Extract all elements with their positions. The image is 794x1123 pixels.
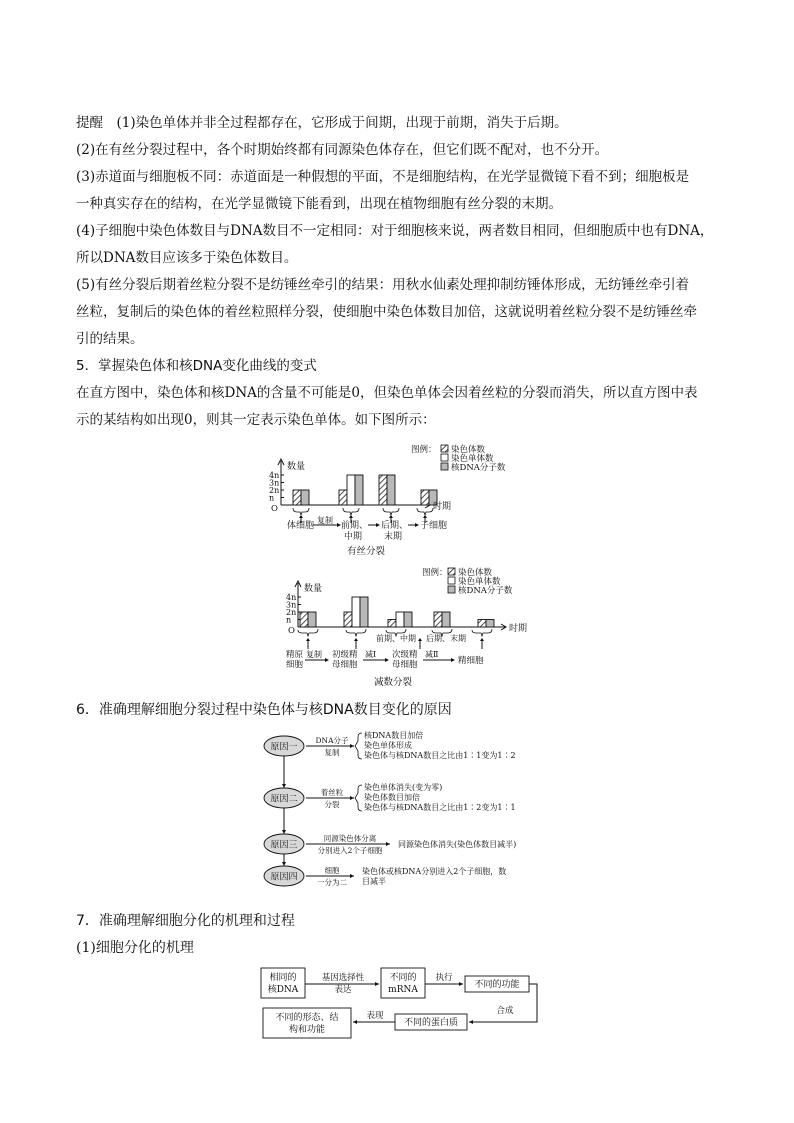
stage-label: 细胞 xyxy=(286,660,304,670)
section7-subheading: (1)细胞分化的机理 xyxy=(76,940,194,956)
flow-label: 基因选择性 xyxy=(321,973,365,983)
bar-0 xyxy=(421,490,429,505)
reason-arrow-top: 着丝粒 xyxy=(320,788,344,797)
flow-box-dna-text: 核DNA xyxy=(267,985,299,995)
legend-label: 核DNA分子数 xyxy=(458,586,513,596)
bar-2 xyxy=(301,490,309,505)
stage-label: 后期、 xyxy=(381,521,409,531)
section6-heading: 6．准确理解细胞分裂过程中染色体与核DNA数目变化的原因 xyxy=(76,702,452,718)
reason-result: 染色体与核DNA数目之比由1∶2变为1∶1 xyxy=(364,803,516,812)
reason-result: 染色体数目加倍 xyxy=(364,793,420,802)
y-tick-label: n xyxy=(286,615,292,625)
flow-arrowhead xyxy=(469,1020,473,1024)
legend-label: 染色单体数 xyxy=(458,577,501,587)
y-axis-label: 数量 xyxy=(287,462,306,472)
bar-0 xyxy=(293,490,301,505)
group-brace xyxy=(346,629,366,636)
legend-label: 染色体数 xyxy=(458,568,493,578)
flow-box-morphology-text: 构和功能 xyxy=(288,1025,326,1035)
flow-arrowhead xyxy=(375,982,379,986)
note-2: (2)在有丝分裂过程中，各个时期始终都有同源染色体存在，但它们既不配对，也不分开。 xyxy=(76,142,609,158)
group-brace xyxy=(293,508,309,515)
note-3a: (3)赤道面与细胞板不同：赤道面是一种假想的平面，不是细胞结构，在光学显微镜下看不到；细胞板是 xyxy=(76,169,690,185)
bar-2 xyxy=(360,597,368,627)
bar-0 xyxy=(478,620,486,628)
legend-label: 核DNA分子数 xyxy=(451,463,506,473)
reason-brace xyxy=(355,733,362,759)
note-5a: (5)有丝分裂后期着丝粒分裂不是纺锤丝牵引的结果：用秋水仙素处理抑制纺锤体形成，无纺锤丝牵引着 xyxy=(76,277,690,293)
bar-2 xyxy=(404,612,412,627)
section5-text-1: 在直方图中，染色体和核DNA的含量不可能是0，但染色单体会因着丝粒的分裂而消失，所以直方图中表 xyxy=(76,385,698,401)
note-1: 提醒 (1)染色单体并非全过程都存在，它形成于间期，出现于前期，消失于后期。 xyxy=(76,115,568,131)
y-tick-label: 2n xyxy=(269,486,280,495)
bar-0 xyxy=(339,490,347,505)
legend-label: 染色单体数 xyxy=(451,454,494,464)
y-axis-label: 数量 xyxy=(304,584,323,594)
reason-link-head xyxy=(282,830,286,834)
mitosis-chart xyxy=(255,438,535,560)
reason-arrowhead xyxy=(350,744,354,748)
reason-result: 染色体或核DNA分别进入2个子细胞，数 xyxy=(362,867,507,876)
stage-arrow-head xyxy=(389,515,393,518)
reason-result: 核DNA数目加倍 xyxy=(364,731,424,740)
legend-title: 图例： xyxy=(422,568,448,578)
flow-box-protein-text: 不同的蛋白质 xyxy=(403,1018,459,1028)
section5-text-2: 示的某结构如出现0，则其一定表示染色单体。如下图所示： xyxy=(76,412,436,428)
chart-caption: 减数分裂 xyxy=(374,677,413,688)
reason-result: 目减半 xyxy=(362,877,386,886)
legend-label: 染色体数 xyxy=(451,445,486,455)
stage-label: 精细胞 xyxy=(458,656,484,666)
note-4b: 所以DNA数目应该多于染色体数目。 xyxy=(76,250,298,266)
flow-label: 表现 xyxy=(366,1011,384,1021)
flow-arrow-label: 复制 xyxy=(306,650,322,659)
flow-arrow-label: 复制 xyxy=(317,516,333,525)
reason-arrowhead xyxy=(386,842,390,846)
stage-label: 末期 xyxy=(384,532,403,542)
flow-arrow-label: 减Ⅰ xyxy=(365,650,377,659)
stage-arrow-head xyxy=(423,515,427,518)
flow-arrowhead xyxy=(415,523,419,527)
reason-arrow-bottom: 一分为二 xyxy=(317,878,347,887)
note-4a: (4)子细胞中染色体数目与DNA数目不一定相同：对于细胞核来说，两者数目相同，但细胞质中也有DNA， xyxy=(76,223,714,239)
reason-arrow-bottom: 复制 xyxy=(324,748,340,757)
bar-1 xyxy=(396,612,404,627)
reason-arrowhead xyxy=(350,874,354,878)
bar-0 xyxy=(434,612,442,627)
reason-arrowhead xyxy=(350,796,354,800)
origin-label: O xyxy=(288,626,295,636)
bar-0 xyxy=(388,620,396,628)
x-axis-label: 时期 xyxy=(509,624,528,634)
flow-arrowhead xyxy=(376,523,380,527)
bar-1 xyxy=(347,475,355,505)
stage-label: 体细胞 xyxy=(287,521,315,531)
flow-box-dna-text: 相同的 xyxy=(269,973,297,983)
stage-arrow-head xyxy=(480,638,484,641)
flow-box-mrna-text: mRNA xyxy=(388,985,418,995)
legend-swatch xyxy=(448,586,455,593)
flow-label: 合成 xyxy=(496,1006,514,1016)
y-tick-label: 3n xyxy=(269,478,280,488)
legend-swatch xyxy=(441,445,448,452)
reason-arrow-top: 细胞 xyxy=(324,866,340,875)
reason-brace xyxy=(355,785,362,811)
legend-swatch xyxy=(448,568,455,575)
flow-label: 表达 xyxy=(334,985,352,995)
note-5b: 丝粒，复制后的染色体的着丝粒照样分裂，使细胞中染色体数目加倍，这就说明着丝粒分裂不是纺锤丝牵 xyxy=(76,304,697,320)
bar-1 xyxy=(352,597,360,627)
reason-arrow-top: 同源染色体分离 xyxy=(323,834,377,843)
stage-label: 前期、 xyxy=(341,521,369,531)
y-tick-label: 4n xyxy=(269,471,280,480)
flow-box-function-text: 不同的功能 xyxy=(474,980,520,990)
section7-heading: 7．准确理解细胞分化的机理和过程 xyxy=(76,913,295,929)
legend-title: 图例： xyxy=(411,445,437,455)
flow-arrowhead xyxy=(325,658,329,662)
bar-2 xyxy=(308,612,316,627)
stage-label: 次级精 xyxy=(392,650,418,660)
stage-arrow-head xyxy=(354,638,358,641)
flow-box-mrna-text: 不同的 xyxy=(389,973,417,983)
flow-arrowhead xyxy=(353,1020,357,1024)
chart-caption: 有丝分裂 xyxy=(347,546,386,557)
reason-result: 染色单体消失(变为零) xyxy=(364,783,443,792)
reasons-diagram xyxy=(262,726,552,888)
group-brace xyxy=(417,508,433,515)
stage-arrow-head xyxy=(349,515,353,518)
stage-label: 母细胞 xyxy=(332,660,358,670)
section5-heading: 5．掌握染色体和核DNA变化曲线的变式 xyxy=(76,358,317,374)
bar-2 xyxy=(355,475,363,505)
stage-label: 母细胞 xyxy=(392,660,418,670)
stage-arrow-head xyxy=(418,638,422,641)
flow-box-morphology-text: 不同的形态、结 xyxy=(275,1013,339,1023)
reason-result: 同源染色体消失(染色体数目减半) xyxy=(398,840,517,849)
legend-swatch xyxy=(441,454,448,461)
bar-2 xyxy=(486,620,494,628)
group-brace xyxy=(343,508,359,515)
origin-label: O xyxy=(271,504,278,514)
reason-link-head xyxy=(282,862,286,866)
stage-label: 后期、末期 xyxy=(426,634,466,643)
reason-arrow-bottom: 分裂 xyxy=(324,800,340,809)
reason-result: 染色单体形成 xyxy=(364,741,412,750)
bar-0 xyxy=(379,475,387,505)
note-5c: 引的结果。 xyxy=(76,331,144,347)
bar-2 xyxy=(442,612,450,627)
stage-label: 前期、中期 xyxy=(376,634,416,643)
section5-block xyxy=(76,353,726,434)
notes-block xyxy=(76,110,726,353)
reason-label: 原因四 xyxy=(270,872,298,883)
y-tick-label: 3n xyxy=(286,600,297,610)
reason-arrow-bottom: 分别进入2个子细胞 xyxy=(317,846,383,855)
stage-label: 子细胞 xyxy=(420,521,448,531)
stage-arrow-head xyxy=(299,515,303,518)
bar-0 xyxy=(300,612,308,627)
group-brace xyxy=(472,629,492,636)
meiosis-chart xyxy=(270,565,530,690)
x-axis-label: 时期 xyxy=(433,502,452,512)
bar-0 xyxy=(344,612,352,627)
differentiation-flow xyxy=(255,962,545,1046)
group-brace xyxy=(383,508,399,515)
bar-2 xyxy=(387,475,395,505)
flow-arrowhead xyxy=(385,658,389,662)
reason-label: 原因二 xyxy=(270,794,298,805)
stage-label: 精原 xyxy=(286,650,304,660)
y-tick-label: 2n xyxy=(286,608,297,617)
y-tick-label: 4n xyxy=(286,593,297,602)
stage-label: 中期 xyxy=(344,532,363,542)
flow-arrowhead xyxy=(459,982,463,986)
legend-swatch xyxy=(448,577,455,584)
flow-arrow-label: 减Ⅱ xyxy=(425,650,439,659)
legend-swatch xyxy=(441,463,448,470)
stage-label: 初级精 xyxy=(332,650,358,660)
reason-result: 染色体与核DNA数目之比由1∶1变为1∶2 xyxy=(364,751,516,760)
flow-label: 执行 xyxy=(435,973,453,983)
reason-label: 原因一 xyxy=(270,742,298,753)
note-3b: 一种真实存在的结构，在光学显微镜下能看到，出现在植物细胞有丝分裂的末期。 xyxy=(76,196,562,212)
stage-arrow-head xyxy=(306,638,310,641)
reason-label: 原因三 xyxy=(270,840,298,851)
group-brace xyxy=(298,629,318,636)
y-tick-label: n xyxy=(269,493,275,503)
flow-arrowhead xyxy=(451,658,455,662)
reason-arrow-top: DNA分子 xyxy=(315,736,349,745)
reason-link-head xyxy=(282,784,286,788)
